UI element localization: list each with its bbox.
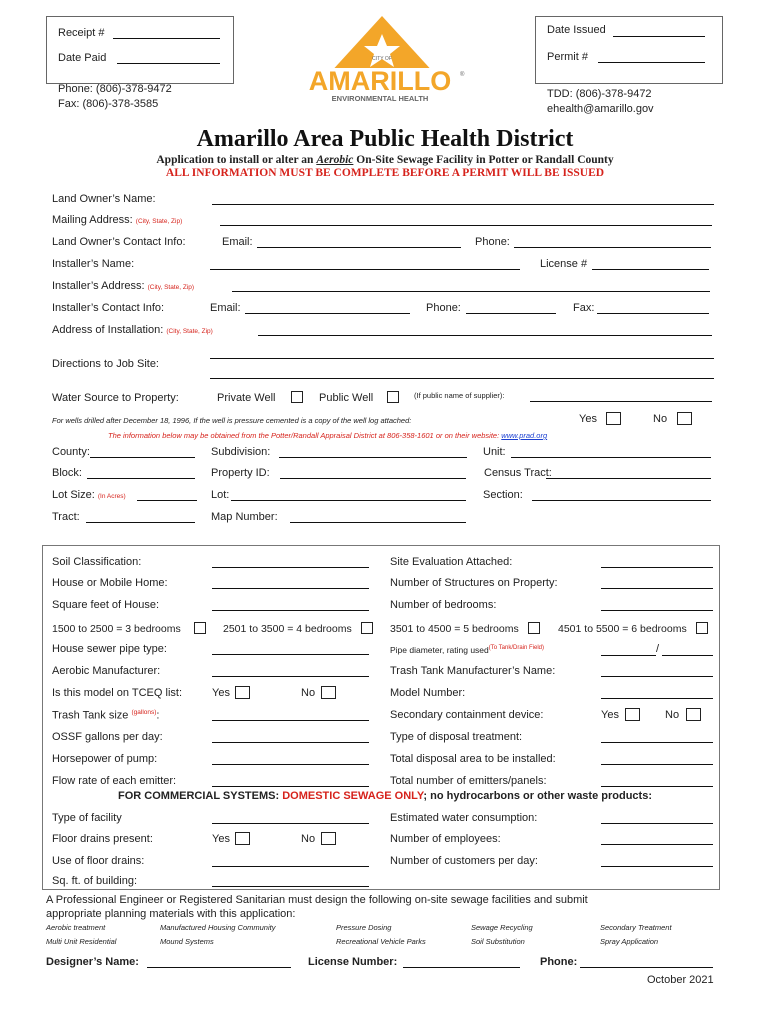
logo-name: AMARILLO <box>308 66 452 96</box>
soil-classification-field[interactable] <box>212 567 369 568</box>
designer-license-field[interactable] <box>403 967 520 968</box>
site-evaluation-label: Site Evaluation Attached: <box>390 556 513 568</box>
date-paid-field[interactable] <box>117 63 220 64</box>
subtitle-post: On-Site Sewage Facility in Potter or Randall County <box>353 154 614 166</box>
pipe-diameter-note: (To Tank/Drain Field) <box>488 645 545 652</box>
commercial-heading-red: DOMESTIC SEWAGE ONLY <box>282 790 424 802</box>
horsepower-field[interactable] <box>212 764 369 765</box>
trash-tank-gallons-note: (gallons) <box>131 709 157 716</box>
lot-size-label <box>52 489 126 501</box>
sqft-house-label: Square feet of House: <box>52 599 160 611</box>
tceq-list-label: Is this model on TCEQ list: <box>52 687 183 699</box>
date-issued-field[interactable] <box>613 36 705 37</box>
well-log-no-label: No <box>653 413 668 425</box>
sqft-building-label: Sq. ft. of building: <box>52 875 137 887</box>
bedroom-range-3-checkbox[interactable] <box>528 622 540 634</box>
amarillo-logo <box>292 12 472 104</box>
bedroom-range-2-checkbox[interactable] <box>361 622 373 634</box>
logo-subtitle: ENVIRONMENTAL HEALTH <box>331 94 429 103</box>
tceq-no-label: No <box>301 687 316 699</box>
bedroom-range-1-label: 1500 to 2500 = 3 bedrooms <box>52 623 181 635</box>
house-mobile-label: House or Mobile Home: <box>52 577 168 589</box>
notice-text: ALL INFORMATION MUST BE COMPLETE BEFORE A PERMIT WILL BE ISSUED <box>165 167 605 179</box>
unit-field[interactable] <box>511 457 711 458</box>
total-emitters-label: Total number of emitters/panels: <box>390 775 547 787</box>
appraisal-note <box>108 431 547 440</box>
facility-type-item: Secondary Treatment <box>600 923 672 932</box>
facility-type-item: Multi Unit Residential <box>46 937 117 946</box>
soil-classification-label: Soil Classification: <box>52 556 142 568</box>
land-owner-name-field[interactable] <box>212 204 714 205</box>
tceq-yes-label: Yes <box>212 687 230 699</box>
total-emitters-field[interactable] <box>601 786 713 787</box>
model-number-label: Model Number: <box>390 687 466 699</box>
owner-email-field[interactable] <box>257 247 461 248</box>
installer-phone-field[interactable] <box>466 313 556 314</box>
horsepower-label: Horsepower of pump: <box>52 753 158 765</box>
tceq-yes-checkbox[interactable] <box>235 686 250 699</box>
num-bedrooms-label: Number of bedrooms: <box>390 599 497 611</box>
phone-text: Phone: (806)-378-9472 <box>58 83 172 95</box>
lot-size-text: Lot Size: <box>52 489 95 501</box>
facility-type-item: Recreational Vehicle Parks <box>336 937 426 946</box>
installer-address-label <box>52 280 194 292</box>
house-mobile-field[interactable] <box>212 588 369 589</box>
facility-type-item: Sewage Recycling <box>471 923 533 932</box>
well-log-yes-checkbox[interactable] <box>606 412 621 425</box>
pipe-diameter-text: Pipe diameter, rating used <box>390 645 489 655</box>
lot-size-in-acres: (In Acres) <box>97 493 126 500</box>
num-customers-field[interactable] <box>601 866 713 867</box>
map-number-label: Map Number: <box>211 511 278 523</box>
trash-tank-size-label <box>52 709 159 722</box>
secondary-yes-label: Yes <box>601 709 619 721</box>
mailing-city-state-zip: (City, State, Zip) <box>135 218 183 225</box>
county-field[interactable] <box>90 457 195 458</box>
facility-type-item: Manufactured Housing Community <box>160 923 276 932</box>
date-issued-label: Date Issued <box>547 24 606 36</box>
tract-label: Tract: <box>52 511 80 523</box>
wells-note: For wells drilled after December 18, 1996, If the well is pressure cemented is a copy of the well log attached: <box>52 416 412 425</box>
well-log-yes-label: Yes <box>579 413 597 425</box>
flow-rate-field[interactable] <box>212 786 369 787</box>
public-well-label: Public Well <box>319 392 374 404</box>
water-source-label: Water Source to Property: <box>52 392 179 404</box>
designer-phone-label: Phone: <box>540 956 578 968</box>
num-employees-field[interactable] <box>601 844 713 845</box>
logo-city-of: CITY OF <box>372 56 392 62</box>
installation-address-label <box>52 324 213 336</box>
census-tract-field[interactable] <box>546 478 711 479</box>
subtitle-pre: Application to install or alter an <box>156 154 317 166</box>
installer-license-field[interactable] <box>592 269 709 270</box>
appraisal-link[interactable]: www.prad.org <box>501 431 548 440</box>
installation-city-state-zip: (City, State, Zip) <box>166 328 213 335</box>
installer-contact-label: Installer’s Contact Info: <box>52 302 165 314</box>
owner-contact-label: Land Owner’s Contact Info: <box>52 236 186 248</box>
ossf-gallons-field[interactable] <box>212 742 369 743</box>
flow-rate-label: Flow rate of each emitter: <box>52 775 177 787</box>
sqft-house-field[interactable] <box>212 610 369 611</box>
model-number-field[interactable] <box>601 698 713 699</box>
facility-type-item: Mound Systems <box>160 937 214 946</box>
lot-size-field[interactable] <box>137 500 197 501</box>
mailing-address-field[interactable] <box>220 225 712 226</box>
bedroom-range-4-checkbox[interactable] <box>696 622 708 634</box>
trash-tank-size-field[interactable] <box>212 720 369 721</box>
page-title: Amarillo Area Public Health District <box>196 126 574 152</box>
installer-fax-label: Fax: <box>573 302 595 314</box>
secondary-yes-checkbox[interactable] <box>625 708 640 721</box>
public-well-checkbox[interactable] <box>387 391 399 403</box>
designer-name-label: Designer’s Name: <box>46 956 139 968</box>
map-number-field[interactable] <box>290 522 466 523</box>
num-customers-label: Number of customers per day: <box>390 855 538 867</box>
secondary-containment-label: Secondary containment device: <box>390 709 544 721</box>
engineer-note-line1: A Professional Engineer or Registered Sanitarian must design the following on-site sewage facilities and submit <box>46 894 588 906</box>
owner-email-label: Email: <box>222 236 253 248</box>
owner-phone-field[interactable] <box>514 247 711 248</box>
directions-field-2[interactable] <box>210 378 714 379</box>
block-field[interactable] <box>87 478 195 479</box>
public-supplier-note: (If public name of supplier): <box>414 391 505 400</box>
commercial-heading <box>0 790 770 802</box>
pipe-diameter-field-2[interactable] <box>662 655 713 656</box>
permit-label: Permit # <box>547 51 588 63</box>
installer-email-label: Email: <box>210 302 241 314</box>
subdivision-label: Subdivision: <box>211 446 271 458</box>
sewer-pipe-field[interactable] <box>212 654 369 655</box>
floor-drains-yes-label: Yes <box>212 833 230 845</box>
water-consumption-label: Estimated water consumption: <box>390 812 538 824</box>
receipt-label: Receipt # <box>58 27 105 39</box>
appraisal-note-text: The information below may be obtained from the Potter/Randall Appraisal District at 806-358-1601 or on their website: <box>108 431 500 440</box>
facility-type-item: Soil Substitution <box>471 937 525 946</box>
unit-label: Unit: <box>483 446 506 458</box>
revision-date: October 2021 <box>647 974 714 986</box>
bedroom-range-1-checkbox[interactable] <box>194 622 206 634</box>
num-bedrooms-field[interactable] <box>601 610 713 611</box>
num-structures-label: Number of Structures on Property: <box>390 577 558 589</box>
installation-address-field[interactable] <box>258 335 712 336</box>
page-subtitle <box>0 154 770 166</box>
subdivision-field[interactable] <box>279 457 467 458</box>
facility-type-item: Aerobic treatment <box>46 923 106 932</box>
sewer-pipe-label: House sewer pipe type: <box>52 643 167 655</box>
trash-tank-size-text: Trash Tank size <box>52 709 129 722</box>
county-label: County: <box>52 446 90 458</box>
public-supplier-field[interactable] <box>530 401 712 402</box>
installer-phone-label: Phone: <box>426 302 461 314</box>
sqft-building-field[interactable] <box>212 886 369 887</box>
well-log-no-checkbox[interactable] <box>677 412 692 425</box>
facility-type-field[interactable] <box>212 823 369 824</box>
pipe-diameter-label <box>390 645 544 655</box>
engineer-note-line2: appropriate planning materials with this application: <box>46 908 296 920</box>
property-id-label: Property ID: <box>211 467 270 479</box>
block-label: Block: <box>52 467 82 479</box>
commercial-heading-pre: FOR COMMERCIAL SYSTEMS: <box>118 790 283 802</box>
pipe-diameter-slash: / <box>656 643 660 655</box>
pipe-diameter-field-1[interactable] <box>601 655 656 656</box>
aerobic-manufacturer-label: Aerobic Manufacturer: <box>52 665 161 677</box>
census-tract-label: Census Tract: <box>484 467 552 479</box>
disposal-area-field[interactable] <box>601 764 713 765</box>
mailing-address-text: Mailing Address: <box>52 214 133 226</box>
tdd-text: TDD: (806)-378-9472 <box>547 88 652 100</box>
use-floor-drains-field[interactable] <box>212 866 369 867</box>
bedroom-range-2-label: 2501 to 3500 = 4 bedrooms <box>223 623 352 635</box>
facility-type-item: Pressure Dosing <box>336 923 392 932</box>
private-well-label: Private Well <box>217 392 276 404</box>
installer-name-label: Installer’s Name: <box>52 258 135 270</box>
secondary-no-checkbox[interactable] <box>686 708 701 721</box>
use-floor-drains-label: Use of floor drains: <box>52 855 145 867</box>
subtitle-aerobic: Aerobic <box>316 154 354 166</box>
floor-drains-no-label: No <box>301 833 316 845</box>
disposal-area-label: Total disposal area to be installed: <box>390 753 556 765</box>
designer-phone-field[interactable] <box>580 967 713 968</box>
facility-type-label: Type of facility <box>52 812 122 824</box>
trash-tank-manufacturer-label: Trash Tank Manufacturer’s Name: <box>390 665 556 677</box>
lot-label: Lot: <box>211 489 230 501</box>
property-id-field[interactable] <box>280 478 466 479</box>
installer-email-field[interactable] <box>245 313 410 314</box>
logo-reg: ® <box>460 72 465 78</box>
mailing-address-label <box>52 214 182 226</box>
installer-address-text: Installer’s Address: <box>52 280 145 292</box>
floor-drains-yes-checkbox[interactable] <box>235 832 250 845</box>
email-text: ehealth@amarillo.gov <box>547 103 654 115</box>
receipt-field[interactable] <box>113 38 220 39</box>
installer-city-state-zip: (City, State, Zip) <box>147 284 195 291</box>
commercial-heading-post: ; no hydrocarbons or other waste products: <box>423 790 652 802</box>
installer-address-field[interactable] <box>232 291 710 292</box>
permit-field[interactable] <box>598 62 705 63</box>
section-label: Section: <box>483 489 523 501</box>
aerobic-manufacturer-field[interactable] <box>212 676 369 677</box>
land-owner-name-label: Land Owner’s Name: <box>52 193 156 205</box>
water-consumption-field[interactable] <box>601 823 713 824</box>
floor-drains-label: Floor drains present: <box>52 833 153 845</box>
owner-phone-label: Phone: <box>475 236 510 248</box>
num-employees-label: Number of employees: <box>390 833 501 845</box>
bedroom-range-3-label: 3501 to 4500 = 5 bedrooms <box>390 623 519 635</box>
tceq-no-checkbox[interactable] <box>321 686 336 699</box>
private-well-checkbox[interactable] <box>291 391 303 403</box>
secondary-no-label: No <box>665 709 680 721</box>
trash-tank-size-colon: : <box>156 709 160 722</box>
lot-field[interactable] <box>231 500 466 501</box>
tract-field[interactable] <box>86 522 195 523</box>
designer-license-label: License Number: <box>308 956 398 968</box>
disposal-type-field[interactable] <box>601 742 713 743</box>
fax-text: Fax: (806)-378-3585 <box>58 98 159 110</box>
ossf-gallons-label: OSSF gallons per day: <box>52 731 163 743</box>
floor-drains-no-checkbox[interactable] <box>321 832 336 845</box>
section-field[interactable] <box>532 500 711 501</box>
installation-address-text: Address of Installation: <box>52 324 164 336</box>
site-evaluation-field[interactable] <box>601 567 713 568</box>
trash-tank-manufacturer-field[interactable] <box>601 676 713 677</box>
designer-name-field[interactable] <box>147 967 291 968</box>
directions-field-1[interactable] <box>210 358 714 359</box>
date-paid-label: Date Paid <box>58 52 107 64</box>
installer-license-label: License # <box>540 258 588 270</box>
installer-fax-field[interactable] <box>597 313 709 314</box>
bedroom-range-4-label: 4501 to 5500 = 6 bedrooms <box>558 623 687 635</box>
disposal-type-label: Type of disposal treatment: <box>390 731 523 743</box>
directions-label: Directions to Job Site: <box>52 358 159 370</box>
num-structures-field[interactable] <box>601 588 713 589</box>
facility-type-item: Spray Application <box>600 937 659 946</box>
installer-name-field[interactable] <box>210 269 520 270</box>
